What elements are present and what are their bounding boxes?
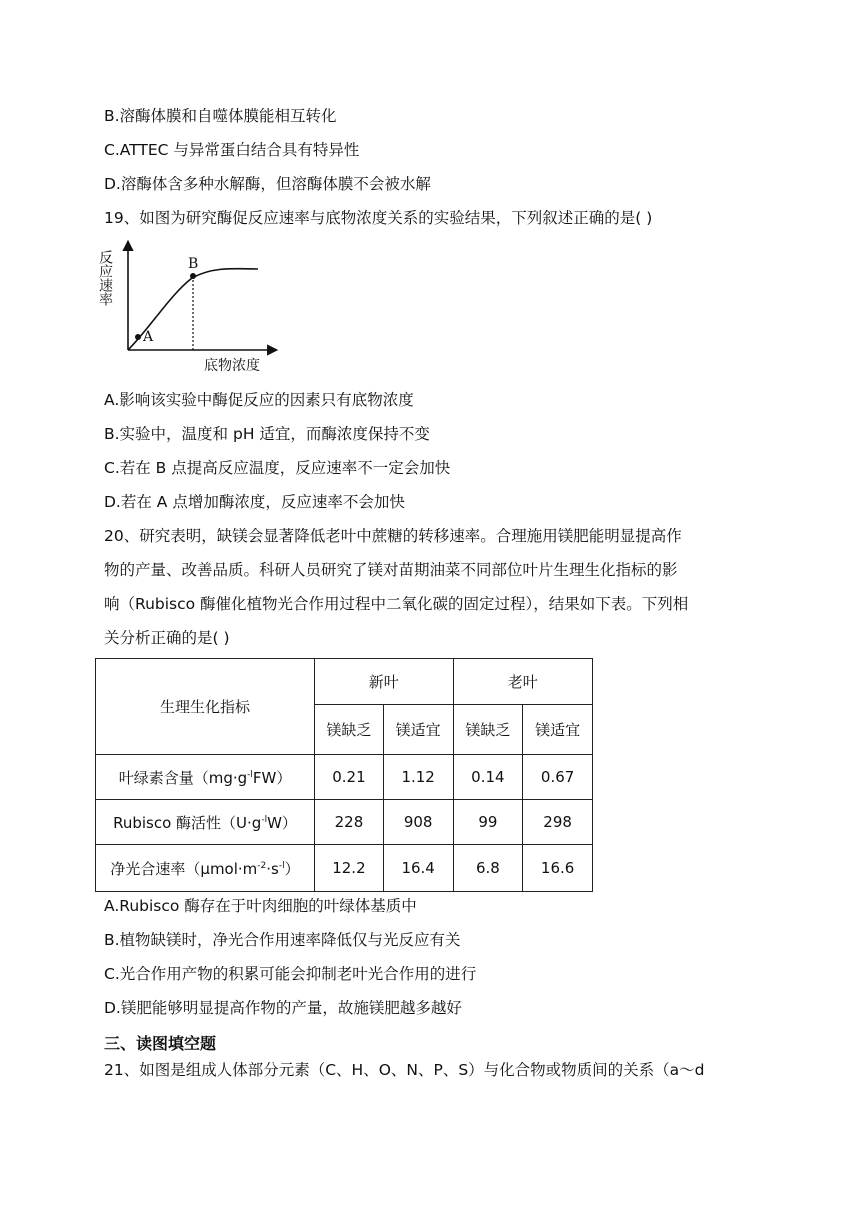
section-3-heading: 三、读图填空题 xyxy=(104,1034,217,1053)
cell: 228 xyxy=(315,800,384,845)
table-row xyxy=(96,845,593,892)
cell: 16.6 xyxy=(523,845,593,892)
header-indicator: 生理生化指标 xyxy=(96,659,315,755)
q19-option-b: B.实验中，温度和 pH 适宜，而酶浓度保持不变 xyxy=(104,425,430,443)
row-label-rubisco: Rubisco 酶活性$(U\cdot g^{-l}W)$ xyxy=(96,800,315,845)
row-label-net-photosynthesis: 净光合速率$(\mu mol\cdot m^{-2}\cdot s^{-l})$ xyxy=(96,845,315,892)
header-old-leaf: 老叶 xyxy=(453,659,592,705)
q18-option-c: C.ATTEC 与异常蛋白结合具有特异性 xyxy=(104,141,360,159)
point-b-label: B xyxy=(188,256,199,272)
magnesium-data-table xyxy=(95,658,593,892)
header-old-mg-ok: 镁适宜 xyxy=(523,705,593,755)
q18-option-d: D.溶酶体含多种水解酶，但溶酶体膜不会被水解 xyxy=(104,175,431,193)
q20-option-b: B.植物缺镁时，净光合作用速率降低仅与光反应有关 xyxy=(104,931,461,949)
cell: 0.67 xyxy=(523,755,593,800)
q21-stem-line-1: 21、如图是组成人体部分元素（C、H、O、N、P、S）与化合物或物质间的关系（a～d xyxy=(104,1061,705,1079)
cell: 6.8 xyxy=(453,845,523,892)
enzyme-rate-graph xyxy=(97,240,280,375)
point-b-dot xyxy=(190,273,196,279)
q18-option-b: B.溶酶体膜和自噬体膜能相互转化 xyxy=(104,107,337,125)
q20-stem-line-3: 响（Rubisco 酶催化植物光合作用过程中二氧化碳的固定过程），结果如下表。下列相 xyxy=(104,595,689,613)
cell: 99 xyxy=(453,800,523,845)
q20-option-c: C.光合作用产物的积累可能会抑制老叶光合作用的进行 xyxy=(104,965,477,983)
cell: 908 xyxy=(383,800,453,845)
header-new-leaf: 新叶 xyxy=(315,659,453,705)
cell: 0.21 xyxy=(315,755,384,800)
q20-stem-line-4: 关分析正确的是( ) xyxy=(104,629,230,647)
q19-option-a: A.影响该实验中酶促反应的因素只有底物浓度 xyxy=(104,391,414,409)
point-a-label: A xyxy=(143,329,154,345)
table-row xyxy=(96,800,593,845)
header-new-mg-lack: 镁缺乏 xyxy=(315,705,384,755)
point-a-dot xyxy=(135,334,141,340)
q20-stem-line-2: 物的产量、改善品质。科研人员研究了镁对苗期油菜不同部位叶片生理生化指标的影 xyxy=(104,561,678,579)
header-new-mg-ok: 镁适宜 xyxy=(383,705,453,755)
cell: 12.2 xyxy=(315,845,384,892)
q19-option-d: D.若在 A 点增加酶浓度，反应速率不会加快 xyxy=(104,493,405,511)
q19-option-c: C.若在 B 点提高反应温度，反应速率不一定会加快 xyxy=(104,459,451,477)
x-axis-label: 底物浓度 xyxy=(204,358,260,374)
cell: 1.12 xyxy=(383,755,453,800)
y-axis-label: 反应速率 xyxy=(97,250,113,306)
q20-option-a: A.Rubisco 酶存在于叶肉细胞的叶绿体基质中 xyxy=(104,897,417,915)
q20-option-d: D.镁肥能够明显提高作物的产量，故施镁肥越多越好 xyxy=(104,999,462,1017)
row-label-chlorophyll: 叶绿素含量$(mg\cdot g^{-l}FW)$ xyxy=(96,755,315,800)
table-row xyxy=(96,755,593,800)
cell: 298 xyxy=(523,800,593,845)
cell: 16.4 xyxy=(383,845,453,892)
header-old-mg-lack: 镁缺乏 xyxy=(453,705,523,755)
q20-stem-line-1: 20、研究表明，缺镁会显著降低老叶中蔗糖的转移速率。合理施用镁肥能明显提高作 xyxy=(104,527,682,545)
q19-stem: 19、如图为研究酶促反应速率与底物浓度关系的实验结果，下列叙述正确的是( ) xyxy=(104,209,653,227)
cell: 0.14 xyxy=(453,755,523,800)
